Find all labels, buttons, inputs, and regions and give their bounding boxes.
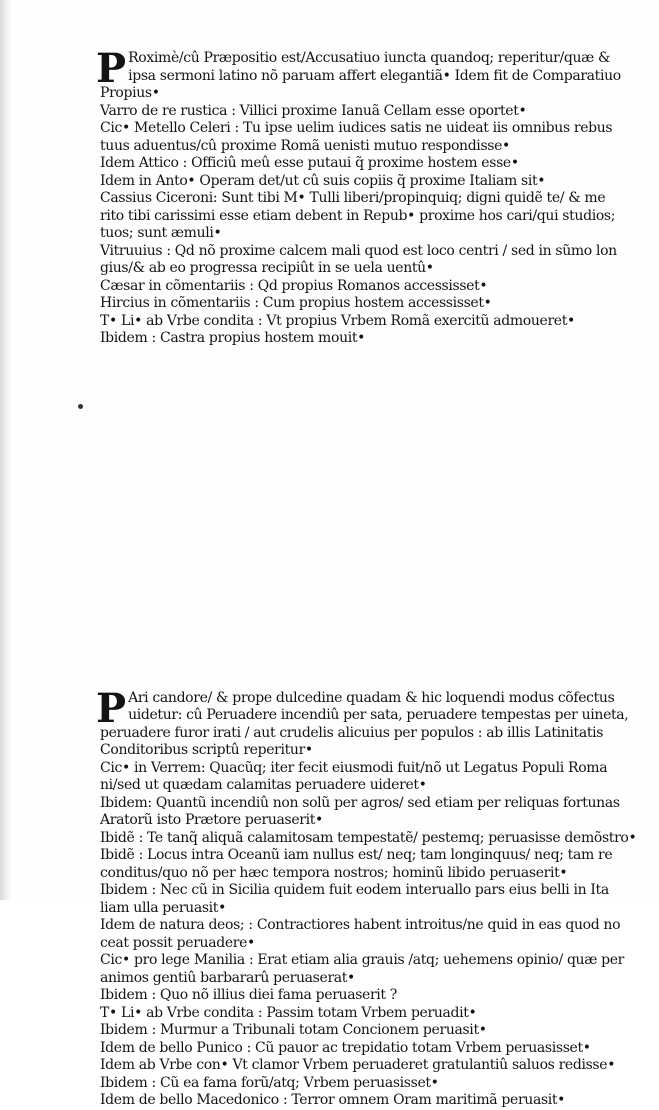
text-line: Ari candore/ & prope dulcedine quadam & hic loquendi modus cõfectus <box>128 689 615 706</box>
paragraph-propius-lines <box>100 50 621 348</box>
text-line: gius/& ab eo progressa recipiût in se uela uentû• <box>100 260 434 276</box>
text-line: conditus/quo nõ per hæc tempora nostros; hominũ libido peruaserit• <box>100 864 568 881</box>
text-line: Conditoribus scriptû reperitur• <box>100 742 313 758</box>
text-line: ni/sed ut quædam calamitas peruadere uideret• <box>100 777 427 793</box>
text-line: peruadere furor irati / aut crudelis alicuius per populos : ab illis Latinitatis <box>100 724 604 741</box>
text-line: Ibidem : Cũ ea fama forũ/atq; Vrbem peruasisset• <box>100 1074 439 1091</box>
text-line: Cic• in Verrem: Quacũq; iter fecit eiusmodi fuit/nõ ut Legatus Populi Roma <box>100 759 608 776</box>
text-line: Ibidẽ : Locus intra Oceanũ iam nullus est/ neq; tam longinquus/ neq; tam re <box>100 847 613 863</box>
text-line: liam ulla peruasit• <box>100 899 226 916</box>
text-line: uidetur: cû Peruadere incendiû per sata, peruadere tempestas per uineta, <box>128 707 629 723</box>
paragraph-peruadere <box>96 684 637 1110</box>
text-line: animos gentiû barbararû peruaserat• <box>100 969 355 986</box>
text-line: Idem de bello Macedonico : Terror omnem Oram maritimã peruasit• <box>100 1092 566 1108</box>
text-line: Idem de bello Punico : Cũ pauor ac trepidatio totam Vrbem peruasisset• <box>100 1039 591 1056</box>
text-line: Cic• Metello Celeri : Tu ipse uelim iudices satis ne uideat iis omnibus rebus <box>100 120 613 136</box>
text-line: Idem ab Vrbe con• Vt clamor Vrbem peruaderet gratulantiû saluos redisse• <box>100 1057 616 1073</box>
text-line: Ibidem : Quo nõ illius diei fama peruaserit ? <box>100 987 397 1003</box>
text-line: Ibidem : Nec cũ in Sicilia quidem fuit eodem interuallo pars eius belli in Ita <box>100 882 609 898</box>
text-line: T• Li• ab Vrbe condita : Passim totam Vrbem peruadit• <box>100 1004 477 1021</box>
text-line: ipsa sermoni latino nõ paruam affert elegantiã• Idem fit de Comparatiuo <box>128 67 621 84</box>
text-line: Hircius in cõmentariis : Cum propius hostem accessisset• <box>100 295 492 311</box>
text-line: ceat possit peruadere• <box>100 934 255 951</box>
text-line: Idem de natura deos; : Contractiores habent introitus/ne quid in eas quod no <box>100 917 621 933</box>
text-line: Varro de re rustica : Villici proxime Ianuã Cellam esse oportet• <box>100 102 527 119</box>
paragraph-peruadere-lines <box>100 689 637 1110</box>
text-line: T• Li• ab Vrbe condita : Vt propius Vrbem Romã exercitũ admoueret• <box>100 312 575 329</box>
text-line: Roximè/cû Præpositio est/Accusatiuo iuncta quandoq; reperitur/quæ & <box>128 50 611 66</box>
text-line: Idem in Anto• Operam det/ut cû suis copiis q̃ proxime Italiam sit• <box>100 172 546 189</box>
paragraph-propius <box>96 45 621 348</box>
text-line: Cic• pro lege Manilia : Erat etiam alia grauis /atq; uehemens opinio/ quæ per <box>100 952 625 968</box>
page-gutter-shadow <box>0 0 12 900</box>
text-line: Ibidem: Quantũ incendiû non solũ per agros/ sed etiam per reliquas fortunas <box>100 794 620 811</box>
text-line: Aratorũ isto Prætore peruaserit• <box>100 812 323 828</box>
ink-mark <box>78 404 83 409</box>
drop-cap-initial: P <box>96 45 127 92</box>
text-line: Cæsar in cõmentariis : Qd propius Romanos accessisset• <box>100 277 488 294</box>
text-line: Cassius Ciceroni: Sunt tibi M• Tulli liberi/propinquiq; digni quidẽ te/ & me <box>100 190 606 206</box>
text-line: Idem Attico : Officiû meû esse putaui q̃ proxime hostem esse• <box>100 155 519 171</box>
text-line: Propius• <box>100 85 160 101</box>
text-line: rito tibi carissimi esse etiam debent in Repub• proxime hos cari/qui studios; <box>100 207 616 224</box>
text-line: Ibidẽ : Te tanq̃ aliquã calamitosam tempestatẽ/ pestemq; peruasisse demõstro• <box>100 829 637 846</box>
drop-cap-initial: P <box>96 684 127 732</box>
text-line: Ibidem : Castra propius hostem mouit• <box>100 330 366 346</box>
text-line: Vitruuius : Qd nõ proxime calcem mali quod est loco centri / sed in sũmo lon <box>100 242 617 259</box>
text-line: tuos; sunt æmuli• <box>100 225 222 241</box>
text-line: Ibidem : Murmur a Tribunali totam Concionem peruasit• <box>100 1022 487 1038</box>
text-line: tuus aduentus/cû proxime Romã uenisti mutuo respondisse• <box>100 137 510 154</box>
